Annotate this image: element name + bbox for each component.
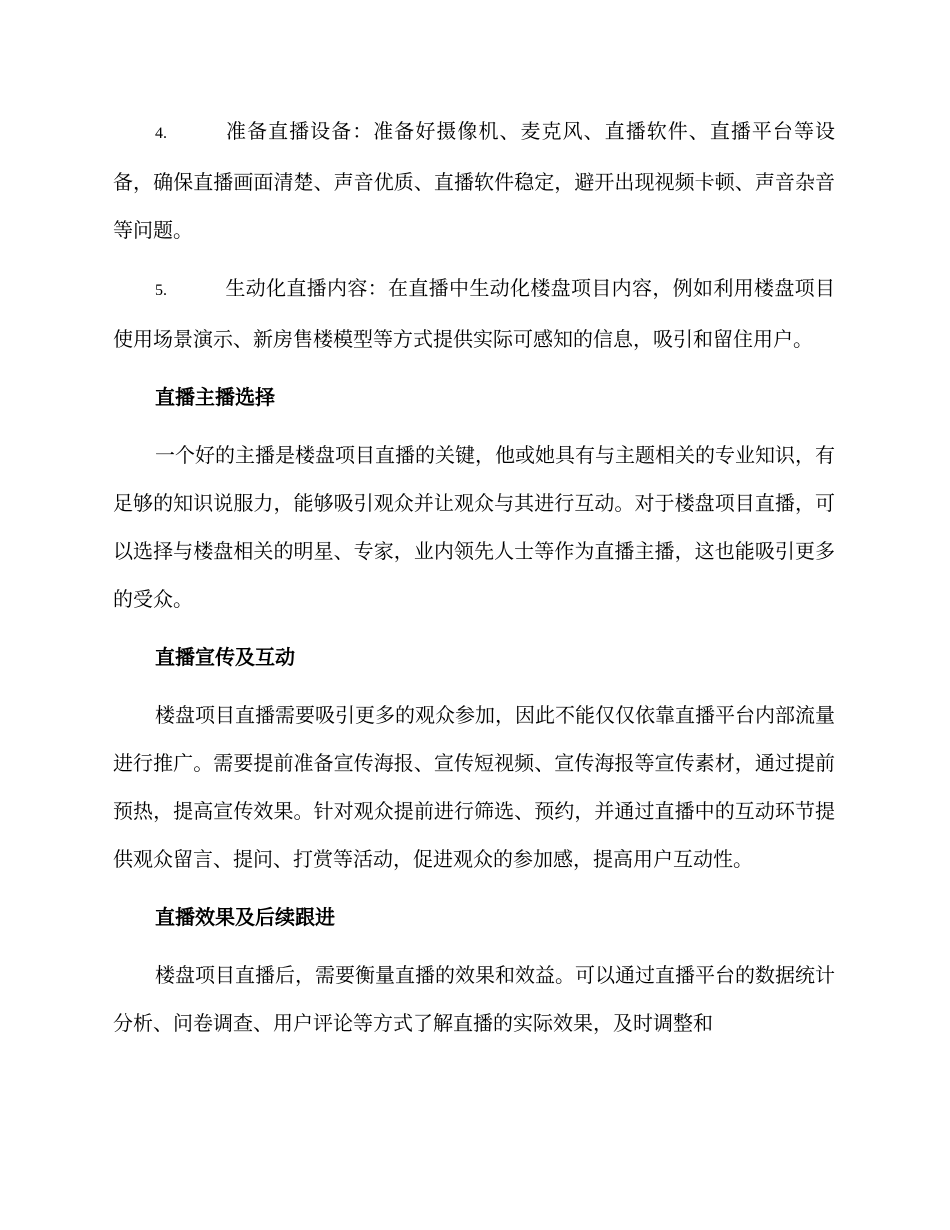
section-heading: 直播效果及后续跟进 <box>155 905 335 929</box>
section-heading: 直播主播选择 <box>155 385 275 409</box>
list-item-text: 生动化直播内容：在直播中生动化楼盘项目内容，例如利用楼盘项目使用场景演示、新房售楼模型等方式提供实际可感知的信息，吸引和留住用户。 <box>113 276 835 351</box>
list-item <box>113 107 835 254</box>
list-item <box>113 264 835 363</box>
section-paragraph: 楼盘项目直播后，需要衡量直播的效果和效益。可以通过直播平台的数据统计分析、问卷调查、用户评论等方式了解直播的实际效果，及时调整和 <box>113 963 835 1035</box>
list-item-text: 准备直播设备：准备好摄像机、麦克风、直播软件、直播平台等设备，确保直播画面清楚、声音优质、直播软件稳定，避开出现视频卡顿、声音杂音等问题。 <box>113 119 835 242</box>
section-paragraph: 楼盘项目直播需要吸引更多的观众参加，因此不能仅仅依靠直播平台内部流量进行推广。需要提前准备宣传海报、宣传短视频、宣传海报等宣传素材，通过提前预热，提高宣传效果。针对观众提前进行筛选、预约，并通过直播中的互动环节提供观众留言、提问、打赏等活动，促进观众的参加感，提高用户互动性。 <box>113 703 835 871</box>
section-paragraph: 一个好的主播是楼盘项目直播的关键，他或她具有与主题相关的专业知识，有足够的知识说服力，能够吸引观众并让观众与其进行互动。对于楼盘项目直播，可以选择与楼盘相关的明星、专家，业内领先人士等作为直播主播，这也能吸引更多的受众。 <box>113 443 835 611</box>
section-heading: 直播宣传及互动 <box>155 645 295 669</box>
document-page <box>113 107 835 1057</box>
list-item-number: 4. <box>155 125 167 142</box>
list-item-number: 5. <box>155 282 167 299</box>
